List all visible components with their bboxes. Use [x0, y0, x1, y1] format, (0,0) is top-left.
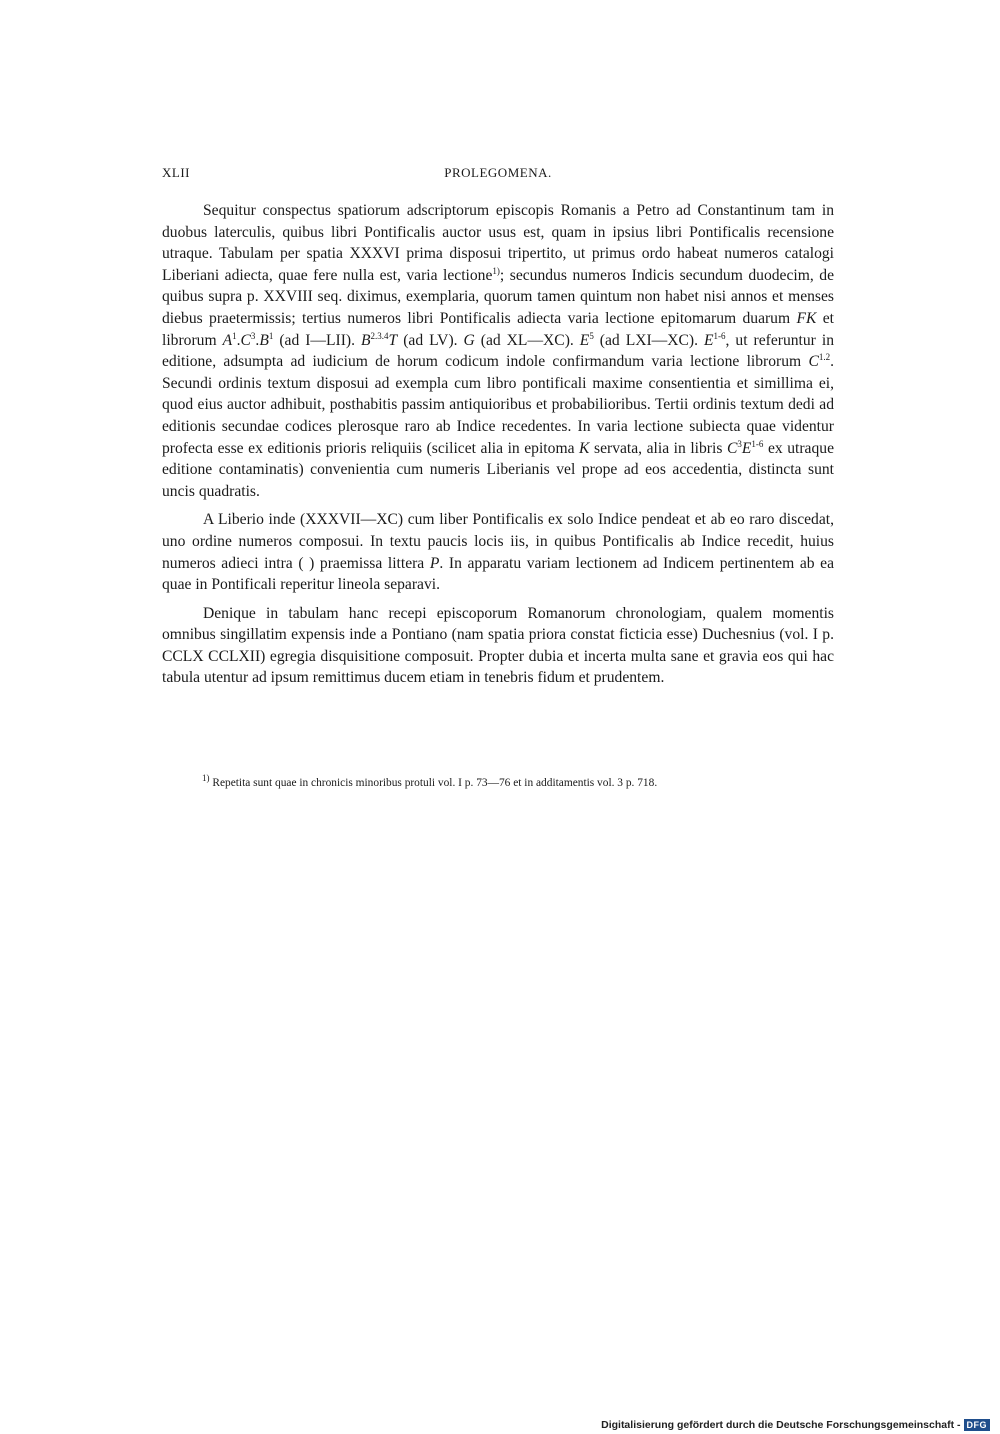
sigla: E: [741, 439, 752, 457]
sigla: E: [579, 331, 590, 349]
text-segment: et librorum: [162, 309, 835, 349]
sigla: A: [222, 331, 233, 349]
sigla: E: [704, 331, 714, 349]
paragraph-3: [162, 603, 834, 689]
sigla: K: [579, 439, 590, 457]
sigla-superscript: 1: [232, 330, 237, 341]
text-segment: (ad I—LII).: [273, 331, 361, 349]
text-segment: Denique in tabulam hanc recepi episcoporum Romanorum chronologiam, qualem momentis omnibus singillatim expensis inde a Pontiano (nam spatia priora constat ficticia esse) Duchesnius (vol. I p. CCLX CCLXII) egregia disquisitione composuit. Propter dubia et incerta multa sane et gravia eos qui hac tabula utentur ad ipsum remittimus ducem etiam in tenebris fidum et prudentem.: [162, 604, 834, 687]
sigla: B: [259, 331, 269, 349]
funding-text: Digitalisierung gefördert durch die Deutsche Forschungsgemeinschaft -: [601, 1419, 961, 1431]
text-segment: . Secundi ordinis textum disposui ad exempla cum libro pontificali maxime consentientia et simillima ei, quod eius auctor adhibuit, posthabitis passim antiquioribus et probabilioribus. Tertii ordinis textum dedi ad editionis secundae codices plerosque raro ab Indice recedentes. In varia lectione subiecta quae videntur profecta esse ex editionis prioris reliquiis (scilicet alia in epitoma: [162, 353, 834, 457]
sigla-superscript: 1-6: [713, 330, 726, 341]
sigla: P: [429, 554, 440, 572]
text-segment: ; secundus numeros Indicis secundum duodecim, de quibus supra p. XXVIII seq. diximus, exemplaria, quorum tamen quintum non habet nisi annos et menses diebus praetermissis; tertius numeros libri Pontificalis adiecta varia lectione epitomarum duarum: [162, 266, 834, 327]
body-text: [162, 200, 834, 696]
sigla: C: [808, 353, 819, 371]
text-segment: A Liberio inde (XXXVII—XC) cum liber Pontificalis ex solo Indice pendeat et ab eo raro discedat, uno ordine numeros composui. In textu paucis locis iis, in quibus Pontificalis ab Indice recedit, huius numeros adieci intra ( ) praemissa littera: [162, 511, 834, 572]
text-segment: servata, alia in libris: [589, 439, 727, 457]
text-segment: . In apparatu variam lectionem ad Indicem pertinentem ab ea quae in Pontificali reperitur lineola separavi.: [162, 554, 834, 594]
footnote: [162, 773, 834, 791]
text-segment: (ad LXI—XC).: [593, 331, 705, 349]
sigla-superscript: 2.3.4: [370, 330, 389, 341]
paragraph-2: [162, 509, 834, 595]
page-number: XLII: [162, 165, 190, 180]
footnote-marker: 1): [202, 773, 210, 784]
paragraph-1: [162, 200, 834, 502]
sigla-superscript: 3: [250, 330, 256, 341]
funding-credit: [601, 1417, 990, 1433]
sigla-superscript: 1-6: [751, 438, 764, 449]
sigla-superscript: 1: [268, 330, 274, 341]
footnote-reference: 1): [492, 265, 500, 276]
running-title: PROLEGOMENA.: [444, 165, 552, 180]
sigla: C: [240, 331, 251, 349]
sigla-superscript: 5: [589, 330, 594, 341]
footnote-text: Repetita sunt quae in chronicis minoribus protuli vol. I p. 73—76 et in additamentis vol. 3 p. 718.: [212, 777, 658, 789]
text-segment: .: [255, 331, 260, 349]
sigla: FK: [796, 309, 817, 327]
sigla: G: [463, 331, 475, 349]
dfg-logo-icon: DFG: [964, 1419, 991, 1431]
page-header: [162, 165, 834, 185]
text-segment: ex utraque editione contaminatis) convenientia cum numeris Liberianis vel prope ad eos accedentia, distincta sunt uncis quadratis.: [162, 439, 834, 500]
text-segment: .: [236, 331, 241, 349]
text-segment: (ad XL—XC).: [474, 331, 580, 349]
sigla: C: [726, 439, 738, 457]
text-segment: , ut referuntur in editione, adsumpta ad iudicium de horum codicum indole confirmandum varia lectione librorum: [162, 331, 834, 371]
text-segment: Sequitur conspectus spatiorum adscriptorum episcopis Romanis a Petro ad Constantinum tam in duobus laterculis, quibus libri Pontificalis auctor usus est, quam in ipsius libri Pontificalis recensione utraque. Tabulam per spatia XXXVI prima disposui tripertito, ut primus ordo habeat numeros catalogi Liberiani adiecta, quae fere nulla est, varia lectione: [162, 202, 834, 284]
sigla: B: [361, 331, 371, 349]
sigla-superscript: 1.2: [818, 351, 831, 362]
sigla: T: [388, 331, 398, 349]
text-segment: (ad LV).: [397, 331, 464, 349]
sigla-superscript: 3: [737, 438, 742, 449]
